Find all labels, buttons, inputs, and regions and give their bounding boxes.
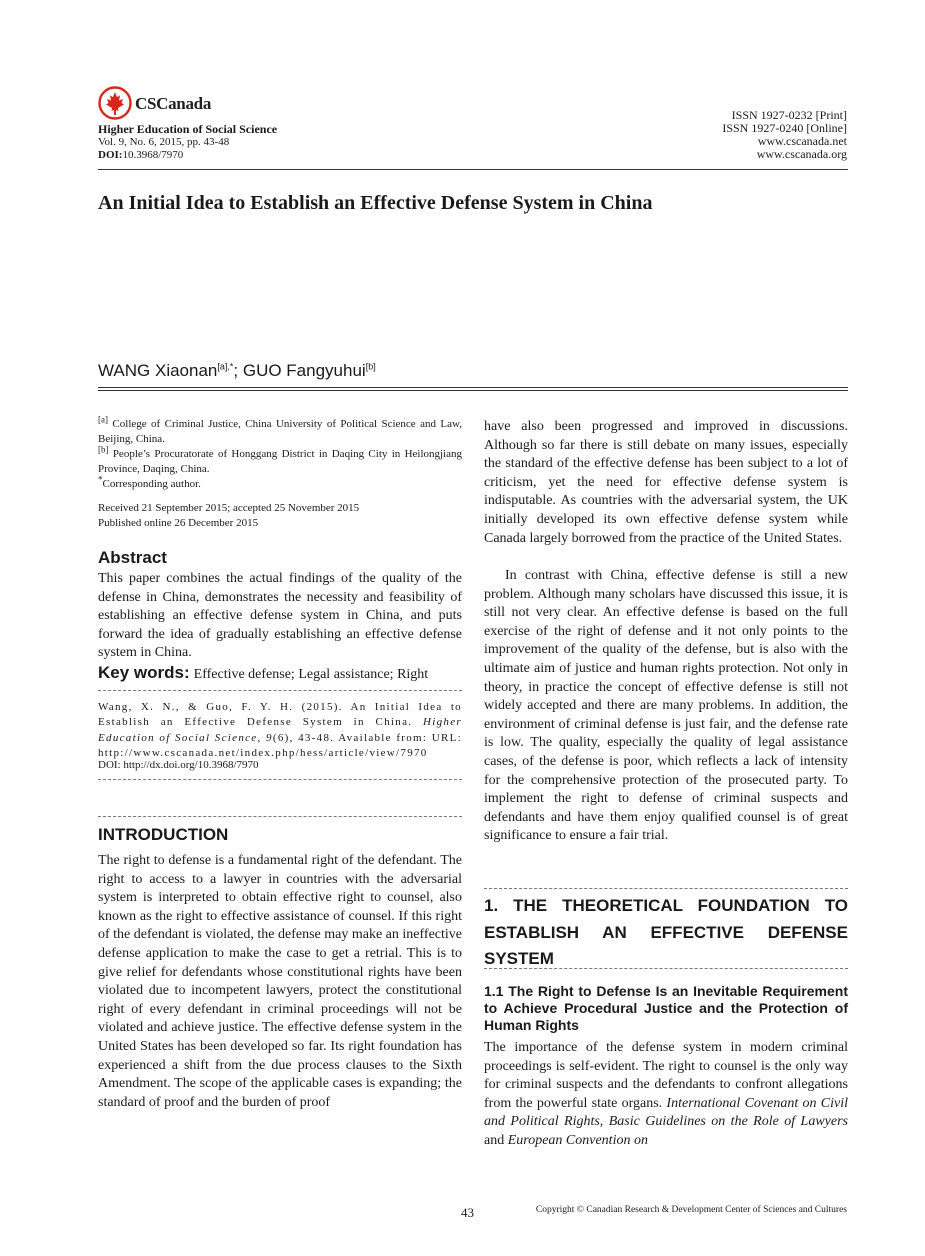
- corresponding-author: [98, 474, 462, 492]
- authors: [98, 361, 376, 381]
- article-title: An Initial Idea to Establish an Effective Defense System in China: [98, 192, 653, 214]
- affiliation-b-mark: [b]: [98, 444, 109, 455]
- keywords-label: Key words:: [98, 663, 190, 682]
- issn-online: ISSN 1927-0240 [Online]: [722, 121, 847, 135]
- author-rule-2: [98, 390, 848, 391]
- citation: [98, 700, 462, 761]
- affiliation-b: [98, 444, 462, 477]
- para3-and: and: [484, 1132, 508, 1148]
- journal-name: Higher Education of Social Science: [98, 122, 278, 136]
- right-para-3: [484, 1039, 848, 1151]
- issn-print: ISSN 1927-0232 [Print]: [731, 108, 847, 122]
- section-rule-top: [484, 888, 848, 889]
- para3-text: The importance of the defense system in modern criminal proceedings is self-evident. The right to counsel is the only way for criminal suspects and the defendants to confront allegations from the powerful state organs.: [484, 1040, 848, 1111]
- right-para-2: In contrast with China, effective defense is still a new problem. Although many scholars have discussed this issue, it is still not very clear. An effective defense is based on the full exercise of the right of defense and it not only points to the improvement of the quality of the defense, but is also with the ultimate aim of justice and human rights protection. Not only in theory, in practice the concept of effective defense is still not widely accepted and there are many problems. In addition, the environment of criminal defense is just fair, and the defense rate is low. The quality, especially the quality of legal assistance cases, of the defense is poor, which reflects a lack of intensity for the comprehensive protection of the prosecuted party. To implement the right to defense of criminal suspects and defendants and have them enjoy qualified counsel is of great significance to ensure a fair trial.: [484, 568, 848, 844]
- abstract-text: This paper combines the actual findings of the quality of the defense in China, demonstrates the necessity and feasibility of establishing an effective defense system in China, and puts forward the idea of gradually establishing an effective defense system in China.: [98, 571, 462, 660]
- keywords: [98, 663, 462, 683]
- author-rule-1: [98, 387, 848, 388]
- author-guo-sup: [b]: [365, 361, 376, 372]
- affiliation-a-text: College of Criminal Justice, China University of Political Science and Law, Beijing, China.: [98, 418, 462, 445]
- doi-label: DOI:: [98, 149, 123, 161]
- corresponding-text: Corresponding author.: [102, 478, 201, 490]
- introduction-heading: INTRODUCTION: [98, 825, 229, 844]
- citation-sep: ,: [257, 731, 267, 744]
- citation-volume: 9: [266, 731, 273, 744]
- citation-rule-bottom: [98, 779, 462, 780]
- citation-text-1: Wang, X. N., & Guo, F. Y. H. (2015). An Initial Idea to Establish an Effective Defense System in China.: [98, 701, 462, 729]
- para3-italic-1: International Covenant on Civil and Political Rights, Basic Guidelines on the Role of Lawyers: [484, 1095, 848, 1130]
- abstract-heading: Abstract: [98, 548, 167, 567]
- affiliation-b-text: People’s Procuratorate of Honggang District in Daqing City in Heilongjiang Province, Daqing, China.: [98, 448, 462, 475]
- maple-leaf-icon: [98, 86, 132, 120]
- right-para-1: have also been progressed and improved in discussions. Although so far there is still debate on many issues, especially the standard of the effective defense has been subject to a lot of criticism, yet the need for effective defense system is indisputable. As countries with the adversarial system, the UK initially developed its own effective defense system while Canada largely borrowed from the practice of the United States.: [484, 419, 848, 546]
- keywords-text: Effective defense; Legal assistance; Right: [193, 667, 429, 682]
- para3-italic-2: European Convention on: [507, 1132, 648, 1148]
- issn-block: [722, 109, 847, 161]
- citation-text-2: (6), 43-48. Available from: URL: http://www.cscanada.net/index.php/hess/article/view/7970: [98, 731, 463, 759]
- section-1-heading: 1. THE THEORETICAL FOUNDATION TO ESTABLISH AN EFFECTIVE DEFENSE SYSTEM: [484, 896, 848, 968]
- doi-value: 10.3968/7970: [122, 149, 184, 161]
- publisher-logo: [98, 86, 238, 122]
- page-number: 43: [461, 1205, 474, 1220]
- publisher-name: CSCanada: [135, 94, 212, 113]
- author-separator: ;: [233, 361, 243, 380]
- section-rule-bottom: [484, 968, 848, 969]
- received-date: Received 21 September 2015; accepted 25 November 2015: [98, 502, 360, 514]
- doi-line: [98, 149, 183, 161]
- volume-info: Vol. 9, No. 6, 2015, pp. 43-48: [98, 136, 230, 148]
- copyright-notice: Copyright © Canadian Research & Development Center of Sciences and Cultures: [535, 1205, 847, 1215]
- citation-rule-top: [98, 690, 462, 691]
- subsection-1-1-heading: 1.1 The Right to Defense Is an Inevitable Requirement to Achieve Procedural Justice and the Protection of Human Rights: [484, 983, 848, 1033]
- author-wang-sup: [a],*: [217, 361, 234, 372]
- author-wang: WANG Xiaonan: [98, 361, 218, 380]
- introduction-text: The right to defense is a fundamental right of the defendant. The right to access to a lawyer in countries with the adversarial system is interpreted to obtain effective right to counsel, also known as the right to effective assistance of counsel. If this right of the defendant is violated, the defense may make an ineffective defense application to make the case to get a retrial. This is to give relief for defendants whose constitutional rights have been violated due to incompetent lawyers, protect the constitutional right of every defendant in criminal proceedings will not be violated and achieve justice. The effective defense system in the United States has been developed so far. Its right foundation has experienced a shift from the due process clauses to the Sixth Amendment. The scope of the applicable cases is expanding; the standard of proof and the burden of proof: [98, 853, 462, 1110]
- header-rule: [98, 169, 848, 170]
- url-net[interactable]: www.cscanada.net: [757, 134, 847, 148]
- affiliation-a-mark: [a]: [98, 414, 108, 425]
- affiliation-a: [98, 414, 462, 447]
- published-date: Published online 26 December 2015: [98, 517, 259, 529]
- corresponding-mark: *: [98, 474, 103, 485]
- affiliations: [98, 414, 462, 531]
- citation-doi[interactable]: DOI: http://dx.doi.org/10.3968/7970: [98, 759, 259, 771]
- citation-journal: Higher Education of Social Science: [98, 716, 462, 744]
- intro-rule: [98, 816, 462, 817]
- url-org[interactable]: www.cscanada.org: [756, 147, 847, 161]
- author-guo: GUO Fangyuhui: [242, 361, 366, 380]
